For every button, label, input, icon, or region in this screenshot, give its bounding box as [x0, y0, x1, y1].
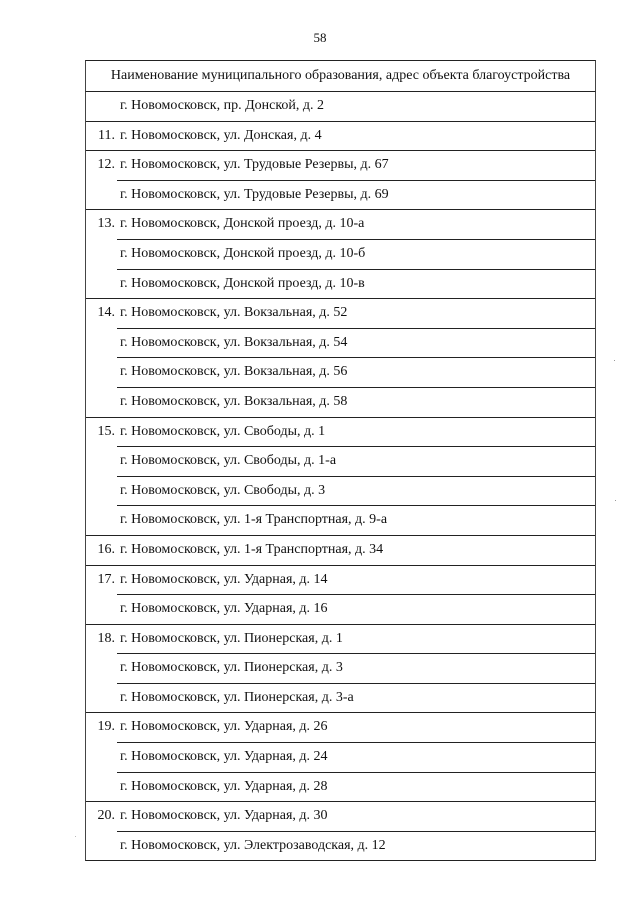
table-row [86, 653, 595, 683]
row-number: 12. [97, 157, 115, 173]
row-number: 13. [97, 216, 115, 232]
table-row [86, 712, 595, 742]
scan-speck [75, 836, 76, 837]
row-number: 16. [97, 541, 115, 557]
table-row [86, 269, 595, 299]
row-address: г. Новомосковск, ул. Донская, д. 4 [120, 127, 322, 143]
scan-speck [615, 500, 616, 501]
table-row [86, 239, 595, 269]
scan-speck [614, 360, 615, 361]
row-address: г. Новомосковск, ул. Ударная, д. 30 [120, 808, 328, 824]
table-row [86, 742, 595, 772]
row-address: г. Новомосковск, ул. Вокзальная, д. 58 [120, 393, 348, 409]
table-row [86, 624, 595, 654]
table-row [86, 594, 595, 624]
table-row [86, 209, 595, 239]
address-table [85, 60, 596, 861]
row-address: г. Новомосковск, пр. Донской, д. 2 [120, 98, 325, 113]
row-address: г. Новомосковск, ул. Вокзальная, д. 54 [120, 334, 348, 350]
row-address: г. Новомосковск, ул. Ударная, д. 26 [120, 719, 328, 735]
table-header: Наименование муниципального образования, адрес объекта благоустройства [85, 60, 596, 92]
table-row [86, 565, 595, 595]
row-address: г. Новомосковск, ул. Пионерская, д. 1 [120, 630, 343, 646]
page-number: 58 [313, 30, 327, 45]
table-row [86, 298, 595, 328]
table-row [86, 535, 595, 565]
table-row [86, 357, 595, 387]
row-address: г. Новомосковск, ул. Вокзальная, д. 52 [120, 305, 348, 321]
row-number: 17. [97, 571, 115, 587]
row-address: г. Новомосковск, ул. Пионерская, д. 3 [120, 660, 343, 676]
row-address: г. Новомосковск, ул. Ударная, д. 16 [120, 601, 328, 617]
row-address: г. Новомосковск, Донской проезд, д. 10-в [120, 275, 365, 291]
row-number: 18. [97, 630, 115, 646]
table-row [86, 387, 595, 417]
row-address: г. Новомосковск, ул. Ударная, д. 28 [120, 778, 328, 794]
row-address: г. Новомосковск, ул. 1-я Транспортная, д. 9-а [120, 512, 388, 528]
table-row [86, 446, 595, 476]
row-address: г. Новомосковск, ул. 1-я Транспортная, д. 34 [120, 541, 384, 557]
row-address: г. Новомосковск, ул. Трудовые Резервы, д. 67 [120, 157, 389, 173]
row-address: г. Новомосковск, ул. Свободы, д. 3 [120, 482, 326, 498]
row-address: г. Новомосковск, ул. Трудовые Резервы, д. 69 [120, 186, 389, 202]
row-number: 14. [97, 305, 115, 321]
table-row [86, 417, 595, 447]
row-address: г. Новомосковск, ул. Свободы, д. 1 [120, 423, 326, 439]
row-address: г. Новомосковск, ул. Вокзальная, д. 56 [120, 364, 348, 380]
row-address: г. Новомосковск, Донской проезд, д. 10-а [120, 216, 365, 232]
row-address: г. Новомосковск, ул. Свободы, д. 1-а [120, 453, 337, 469]
table-row [86, 683, 595, 713]
table-row [86, 92, 595, 121]
row-number: 11. [98, 127, 115, 143]
row-number: 15. [97, 423, 115, 439]
table-row [86, 121, 595, 151]
row-address: г. Новомосковск, ул. Ударная, д. 24 [120, 749, 328, 765]
table-row [86, 180, 595, 210]
table-row [86, 328, 595, 358]
row-address: г. Новомосковск, ул. Ударная, д. 14 [120, 571, 328, 587]
table-row [86, 801, 595, 831]
row-address: г. Новомосковск, ул. Пионерская, д. 3-а [120, 689, 354, 705]
row-address: г. Новомосковск, ул. Электрозаводская, д. 12 [120, 837, 386, 853]
table-row [86, 831, 595, 861]
table-row [86, 150, 595, 180]
table-body [85, 92, 596, 861]
row-address: г. Новомосковск, Донской проезд, д. 10-б [120, 245, 366, 261]
table-row [86, 772, 595, 802]
row-number: 19. [97, 719, 115, 735]
table-row [86, 476, 595, 506]
row-number: 20. [97, 808, 115, 824]
table-row [86, 505, 595, 535]
